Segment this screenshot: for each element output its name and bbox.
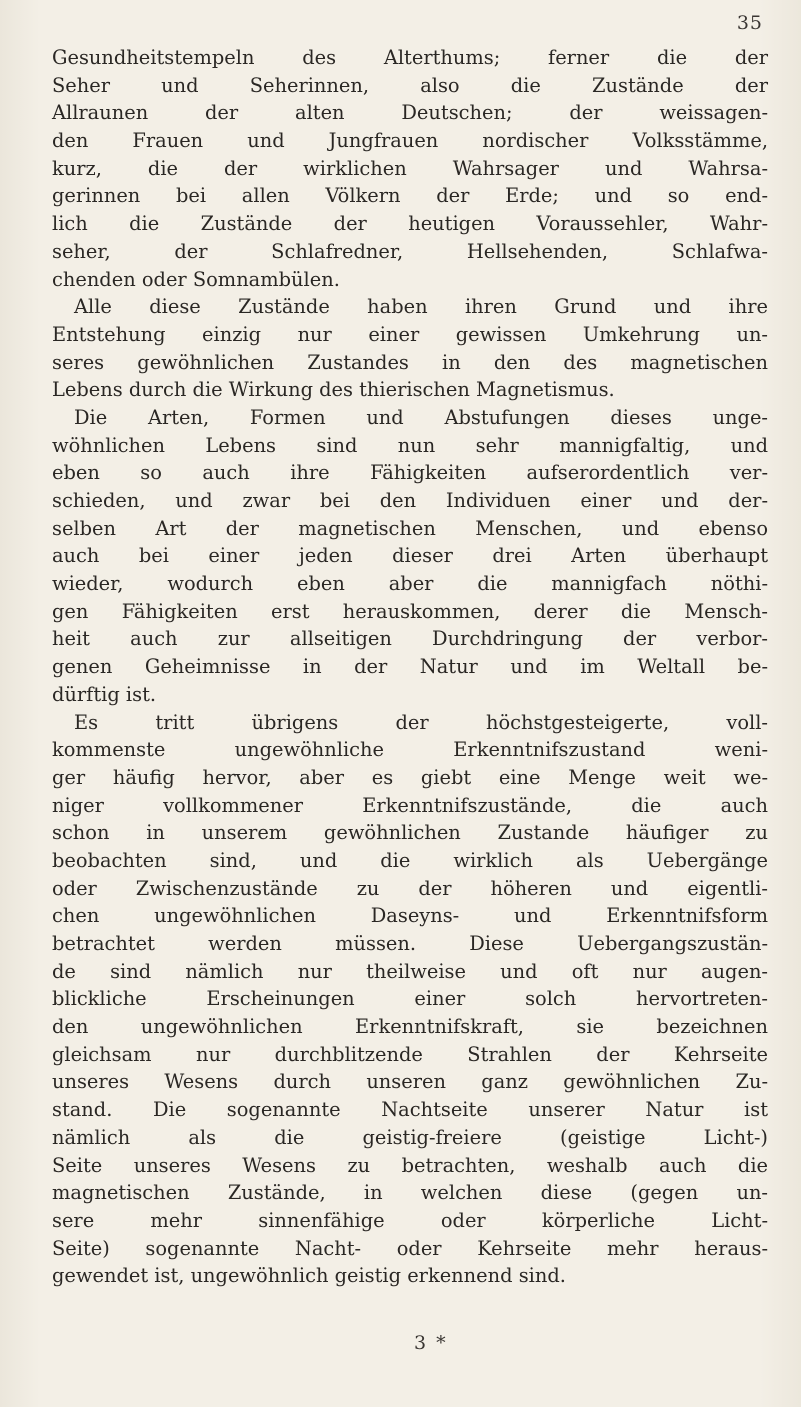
text-line: den Frauen und Jungfrauen nordischer Volksstämme, <box>52 129 768 153</box>
body-text <box>52 44 768 1290</box>
text-line: wieder, wodurch eben aber die mannigfach nöthi- <box>52 572 768 596</box>
text-line: magnetischen Zustände, in welchen diese (gegen un- <box>52 1181 768 1205</box>
text-line: Entstehung einzig nur einer gewissen Umkehrung un- <box>52 322 768 346</box>
text-line: unseres Wesens durch unseren ganz gewöhnlichen Zu- <box>52 1070 768 1094</box>
signature-mark: 3 * <box>414 1332 448 1354</box>
text-line: dürftig ist. <box>52 682 157 706</box>
text-line: Alle diese Zustände haben ihren Grund und ihre <box>74 295 768 319</box>
text-line: heit auch zur allseitigen Durchdringung der verbor- <box>52 627 768 651</box>
text-line: kurz, die der wirklichen Wahrsager und Wahrsa- <box>52 156 768 180</box>
text-line: Es tritt übrigens der höchstgesteigerte, voll- <box>74 710 768 734</box>
text-line: chen ungewöhnlichen Daseyns- und Erkenntnifsform <box>52 904 768 928</box>
text-line: beobachten sind, und die wirklich als Uebergänge <box>52 848 768 872</box>
text-line: Seite unseres Wesens zu betrachten, weshalb auch die <box>52 1153 768 1177</box>
text-line: genen Geheimnisse in der Natur und im Weltall be- <box>52 655 768 679</box>
text-line: gen Fähigkeiten erst herauskommen, derer die Mensch- <box>52 599 768 623</box>
text-line: sere mehr sinnenfähige oder körperliche Licht- <box>52 1208 768 1232</box>
text-line: gewendet ist, ungewöhnlich geistig erkennend sind. <box>52 1264 566 1288</box>
text-line: gleichsam nur durchblitzende Strahlen der Kehrseite <box>52 1042 768 1066</box>
text-line: gerinnen bei allen Völkern der Erde; und so end- <box>52 184 768 208</box>
text-line: schieden, und zwar bei den Individuen einer und der- <box>52 489 768 512</box>
text-line: Seite) sogenannte Nacht- oder Kehrseite mehr heraus- <box>52 1236 768 1260</box>
text-line: Seher und Seherinnen, also die Zustände der <box>52 73 768 97</box>
text-line: de sind nämlich nur theilweise und oft nur augen- <box>52 959 768 983</box>
text-line: Die Arten, Formen und Abstufungen dieses unge- <box>74 405 768 429</box>
text-line: schon in unserem gewöhnlichen Zustande häufiger zu <box>52 821 768 845</box>
text-line: oder Zwischenzustände zu der höheren und eigentli- <box>52 876 768 900</box>
text-line: niger vollkommener Erkenntnifszustände, die auch <box>52 793 768 817</box>
text-line: seres gewöhnlichen Zustandes in den des magnetischen <box>52 350 768 374</box>
text-line: Allraunen der alten Deutschen; der weissagen- <box>52 101 768 125</box>
text-line: selben Art der magnetischen Menschen, und ebenso <box>52 516 768 540</box>
text-line: wöhnlichen Lebens sind nun sehr mannigfaltig, und <box>52 433 768 457</box>
text-line: Gesundheitstempeln des Alterthums; ferner die der <box>52 46 768 69</box>
text-line: betrachtet werden müssen. Diese Uebergangszustän- <box>52 932 768 955</box>
page-number: 35 <box>736 12 763 34</box>
text-line: kommenste ungewöhnliche Erkenntnifszustand weni- <box>52 738 768 762</box>
text-line: den ungewöhnlichen Erkenntnifskraft, sie bezeichnen <box>52 1015 768 1039</box>
text-line: eben so auch ihre Fähigkeiten aufserordentlich ver- <box>52 461 768 485</box>
text-line: chenden oder Somnambülen. <box>52 267 340 291</box>
text-line: seher, der Schlafredner, Hellsehenden, Schlafwa- <box>52 239 768 263</box>
text-line: Lebens durch die Wirkung des thierischen Magnetismus. <box>52 378 615 402</box>
text-line: stand. Die sogenannte Nachtseite unserer Natur ist <box>52 1098 768 1122</box>
text-line: auch bei einer jeden dieser drei Arten überhaupt <box>52 544 768 568</box>
text-line: nämlich als die geistig-freiere (geistige Licht-) <box>52 1125 768 1149</box>
text-line: ger häufig hervor, aber es giebt eine Menge weit we- <box>52 765 768 789</box>
text-line: lich die Zustände der heutigen Voraussehler, Wahr- <box>52 212 768 236</box>
text-line: blickliche Erscheinungen einer solch hervortreten- <box>52 987 768 1011</box>
